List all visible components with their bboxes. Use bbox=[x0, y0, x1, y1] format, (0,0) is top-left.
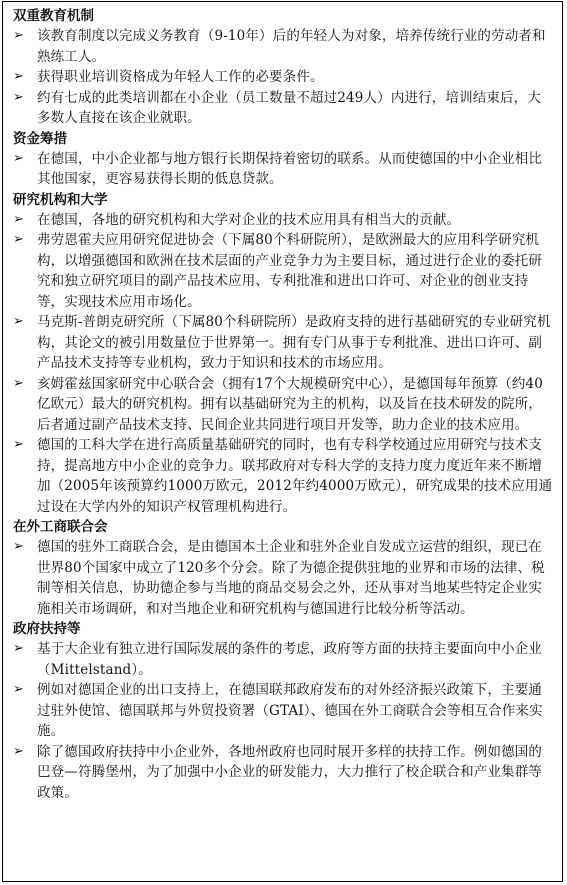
item-text: 在德国，各地的研究机构和大学对企业的技术应用具有相当大的贡献。 bbox=[37, 211, 461, 228]
item-text: 例如对德国企业的出口支持上，在德国联邦政府发布的对外经济振兴政策下，主要通过驻外使馆、德国联邦与外贸投资署（GTAI）、德国在外工商联合会等相互合作来实施。 bbox=[37, 682, 543, 739]
list-item bbox=[13, 149, 554, 190]
item-text: 德国的工科大学在进行高质量基础研究的同时，也有专科学校通过应用研究与技术支持，提高地方中小企业的竞争力。联邦政府对专科大学的支持力度力度近年来不断增加（2005年该预算约1000万欧元，2012年约4000万欧元），研究成果的技术应用通过设在大学内外的知识产权管理机构进行。 bbox=[37, 437, 553, 515]
item-text: 除了德国政府扶持中小企业外，各地州政府也同时展开多样的扶持工作。例如德国的巴登—符腾堡州，为了加强中小企业的研发能力，大力推行了校企联合和产业集群等政策。 bbox=[37, 743, 543, 801]
list-item bbox=[13, 67, 554, 88]
arrow-bullet-icon: ➢ bbox=[13, 682, 25, 697]
list-item bbox=[13, 88, 554, 129]
item-text: 该教育制度以完成义务教育（9-10年）后的年轻人为对象，培养传统行业的劳动者和熟练工人。 bbox=[37, 28, 546, 65]
item-text: 基于大企业有独立进行国际发展的条件的考虑，政府等方面的扶持主要面向中小企业（Mittelstand）。 bbox=[37, 641, 543, 678]
item-text: 约有七成的此类培训都在小企业（员工数量不超过249人）内进行，培训结束后，大多数人直接在该企业就职。 bbox=[37, 89, 541, 126]
item-text: 德国的驻外工商联合会，是由德国本土企业和驻外企业自发成立运营的组织，现已在世界80个国家中成立了120多个分会。除了为德企提供驻地的业界和市场的法律、税制等相关信息，协助德企参与当地的商品交易会之外，还从事对当地某些特定企业实施相关市场调研，和对当地企业和研究机构与德国进行比较分析等活动。 bbox=[37, 539, 545, 617]
content-box bbox=[2, 1, 563, 882]
list-item bbox=[13, 312, 554, 374]
arrow-bullet-icon: ➢ bbox=[13, 539, 25, 554]
list-item bbox=[13, 742, 554, 804]
list-item bbox=[13, 230, 554, 312]
arrow-bullet-icon: ➢ bbox=[13, 743, 25, 759]
arrow-bullet-icon: ➢ bbox=[13, 211, 25, 227]
item-text: 在德国，中小企业都与地方银行长期保持着密切的联系。从而使德国的中小企业相比其他国家，更容易获得长期的低息贷款。 bbox=[37, 150, 543, 187]
arrow-bullet-icon: ➢ bbox=[13, 89, 25, 105]
arrow-bullet-icon: ➢ bbox=[13, 69, 25, 84]
list-item bbox=[13, 374, 554, 436]
list-item bbox=[13, 537, 554, 619]
item-text: 亥姆霍兹国家研究中心联合会（拥有17个大规模研究中心），是德国每年预算（约40亿欧元）最大的研究机构。拥有以基础研究为主的机构，以及旨在技术研发的院所，后者通过副产品技术支持、民间企业共同进行项目开发等，助力企业的技术应用。 bbox=[37, 375, 543, 433]
item-text: 获得职业培训资格成为年轻人工作的必要条件。 bbox=[37, 69, 324, 85]
arrow-bullet-icon: ➢ bbox=[13, 28, 25, 43]
arrow-bullet-icon: ➢ bbox=[13, 232, 25, 247]
arrow-bullet-icon: ➢ bbox=[13, 437, 25, 452]
arrow-bullet-icon: ➢ bbox=[13, 150, 25, 166]
section-heading: 资金筹措 bbox=[13, 130, 67, 147]
arrow-bullet-icon: ➢ bbox=[13, 641, 25, 656]
section-heading: 政府扶持等 bbox=[13, 621, 81, 637]
list-item bbox=[13, 210, 554, 231]
arrow-bullet-icon: ➢ bbox=[13, 375, 25, 391]
list-item bbox=[13, 435, 554, 517]
list-item bbox=[13, 639, 554, 680]
section-heading: 研究机构和大学 bbox=[13, 191, 108, 208]
list-item bbox=[13, 26, 554, 67]
section-heading: 在外工商联合会 bbox=[13, 519, 108, 535]
section-heading: 双重教育机制 bbox=[13, 8, 94, 24]
arrow-bullet-icon: ➢ bbox=[13, 314, 25, 329]
list-item bbox=[13, 680, 554, 742]
item-text: 弗劳恩霍夫应用研究促进协会（下属80个科研院所），是欧洲最大的应用科学研究机构，以增强德国和欧洲在技术层面的产业竞争力为主要目标，通过进行企业的委托研究和独立研究项目的副产品技术应用、专利批准和进出口许可、对企业的创业支持等，实现技术应用市场化。 bbox=[37, 232, 543, 310]
item-text: 马克斯-普朗克研究所（下属80个科研院所）是政府支持的进行基础研究的专业研究机构，其论文的被引用数量位于世界第一。拥有专门从事于专利批准、进出口许可、副产品技术支持等专业机构，致力于知识和技术的市场应用。 bbox=[37, 314, 551, 371]
